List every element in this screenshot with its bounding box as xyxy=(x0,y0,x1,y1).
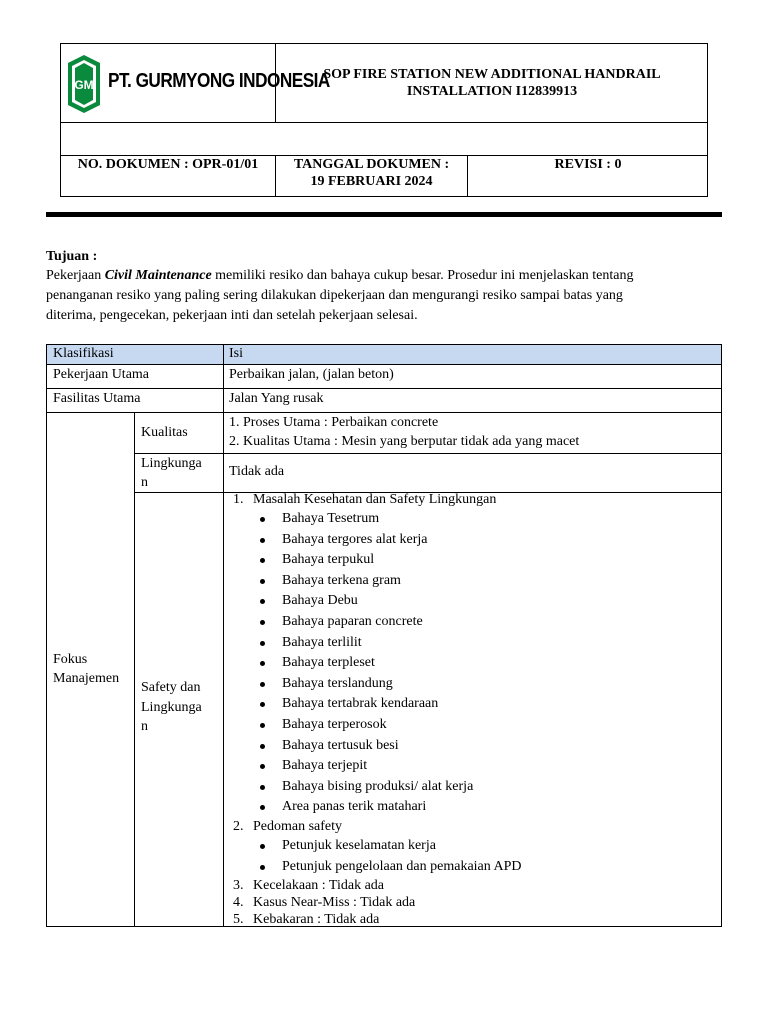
list-item: 5. Kebakaran : Tidak ada xyxy=(233,912,380,928)
bullet-icon xyxy=(260,723,265,728)
bullet-icon xyxy=(260,865,265,870)
bullet-item: Bahaya Tesetrum xyxy=(229,509,719,530)
company-name: PT. GURMYONG INDONESIA xyxy=(108,70,330,92)
bullet-item: Bahaya terslandung xyxy=(229,674,719,695)
bullet-icon xyxy=(260,744,265,749)
bullet-item: Bahaya terkena gram xyxy=(229,571,719,592)
bullet-item: Bahaya tertusuk besi xyxy=(229,736,719,757)
bullet-item: Bahaya tertabrak kendaraan xyxy=(229,694,719,715)
list-item: 1. Masalah Kesehatan dan Safety Lingkungan xyxy=(233,492,497,507)
list-item: 2. Pedoman safety xyxy=(233,818,343,834)
doc-number: NO. DOKUMEN : OPR-01/01 xyxy=(77,157,259,172)
bullet-icon xyxy=(260,805,265,810)
sop-table xyxy=(46,344,722,927)
col-header-isi: Isi xyxy=(229,346,243,361)
header-divider xyxy=(46,212,722,217)
kualitas-value: 1. Proses Utama : Perbaikan concrete 2. Kualitas Utama : Mesin yang berputar tidak ada yang macet xyxy=(229,415,580,449)
bullet-item: Bahaya terlilit xyxy=(229,633,719,654)
bullet-icon xyxy=(260,517,265,522)
bullet-item: Petunjuk pengelolaan dan pemakaian APD xyxy=(229,857,719,878)
list-item: 4. Kasus Near-Miss : Tidak ada xyxy=(233,895,416,911)
doc-date: TANGGAL DOKUMEN : 19 FEBRUARI 2024 xyxy=(293,157,450,189)
row-value-fasilitas-utama: Jalan Yang rusak xyxy=(229,391,324,406)
safety-content xyxy=(229,491,719,928)
bullet-icon xyxy=(260,661,265,666)
safety-lingkungan-label: Safety dan Lingkunga n xyxy=(141,680,202,734)
col-header-klasifikasi: Klasifikasi xyxy=(53,346,114,361)
kualitas-label: Kualitas xyxy=(141,425,188,440)
document-header xyxy=(60,43,708,197)
lingkungan-value: Tidak ada xyxy=(229,464,285,479)
bullet-icon xyxy=(260,641,265,646)
purpose-label: Tujuan : xyxy=(46,249,98,264)
row-value-pekerjaan-utama: Perbaikan jalan, (jalan beton) xyxy=(229,367,394,382)
purpose-section xyxy=(46,248,726,326)
bullet-icon xyxy=(260,599,265,604)
bullet-icon xyxy=(260,785,265,790)
bahaya-list xyxy=(229,509,719,818)
bullet-icon xyxy=(260,579,265,584)
table-header-row xyxy=(47,345,721,364)
lingkungan-label: Lingkunga n xyxy=(141,456,202,490)
gm-logo-icon xyxy=(66,54,102,114)
bullet-icon xyxy=(260,538,265,543)
bullet-item: Bahaya terpukul xyxy=(229,550,719,571)
svg-text:GM: GM xyxy=(74,78,94,92)
doc-revision: REVISI : 0 xyxy=(554,157,622,172)
bullet-item: Bahaya bising produksi/ alat kerja xyxy=(229,777,719,798)
bullet-item: Bahaya terpleset xyxy=(229,653,719,674)
bullet-icon xyxy=(260,620,265,625)
bullet-icon xyxy=(260,702,265,707)
bullet-item: Petunjuk keselamatan kerja xyxy=(229,836,719,857)
bullet-item: Bahaya terperosok xyxy=(229,715,719,736)
bullet-icon xyxy=(260,558,265,563)
list-item: 3. Kecelakaan : Tidak ada xyxy=(233,878,385,894)
bullet-item: Bahaya tergores alat kerja xyxy=(229,530,719,551)
row-label-fasilitas-utama: Fasilitas Utama xyxy=(53,391,141,406)
bullet-icon xyxy=(260,764,265,769)
bullet-icon xyxy=(260,844,265,849)
bullet-item: Bahaya Debu xyxy=(229,591,719,612)
purpose-text: Pekerjaan Civil Maintenance memiliki resiko dan bahaya cukup besar. Prosedur ini menjelaskan tentang penanganan resiko yang paling sering dilakukan dipekerjaan dan mengurangi resiko sampai batas yang diterima, pengecekan, pekerjaan inti dan setelah pekerjaan selesai. xyxy=(46,268,634,323)
document-title: SOP FIRE STATION NEW ADDITIONAL HANDRAIL INSTALLATION I12839913 xyxy=(323,67,661,99)
pedoman-list xyxy=(229,836,719,877)
bullet-item: Area panas terik matahari xyxy=(229,797,719,818)
fokus-manajemen-label: Fokus Manajemen xyxy=(53,652,120,686)
bullet-icon xyxy=(260,682,265,687)
bullet-item: Bahaya paparan concrete xyxy=(229,612,719,633)
company-logo xyxy=(66,54,330,116)
row-label-pekerjaan-utama: Pekerjaan Utama xyxy=(53,367,150,382)
bullet-item: Bahaya terjepit xyxy=(229,756,719,777)
